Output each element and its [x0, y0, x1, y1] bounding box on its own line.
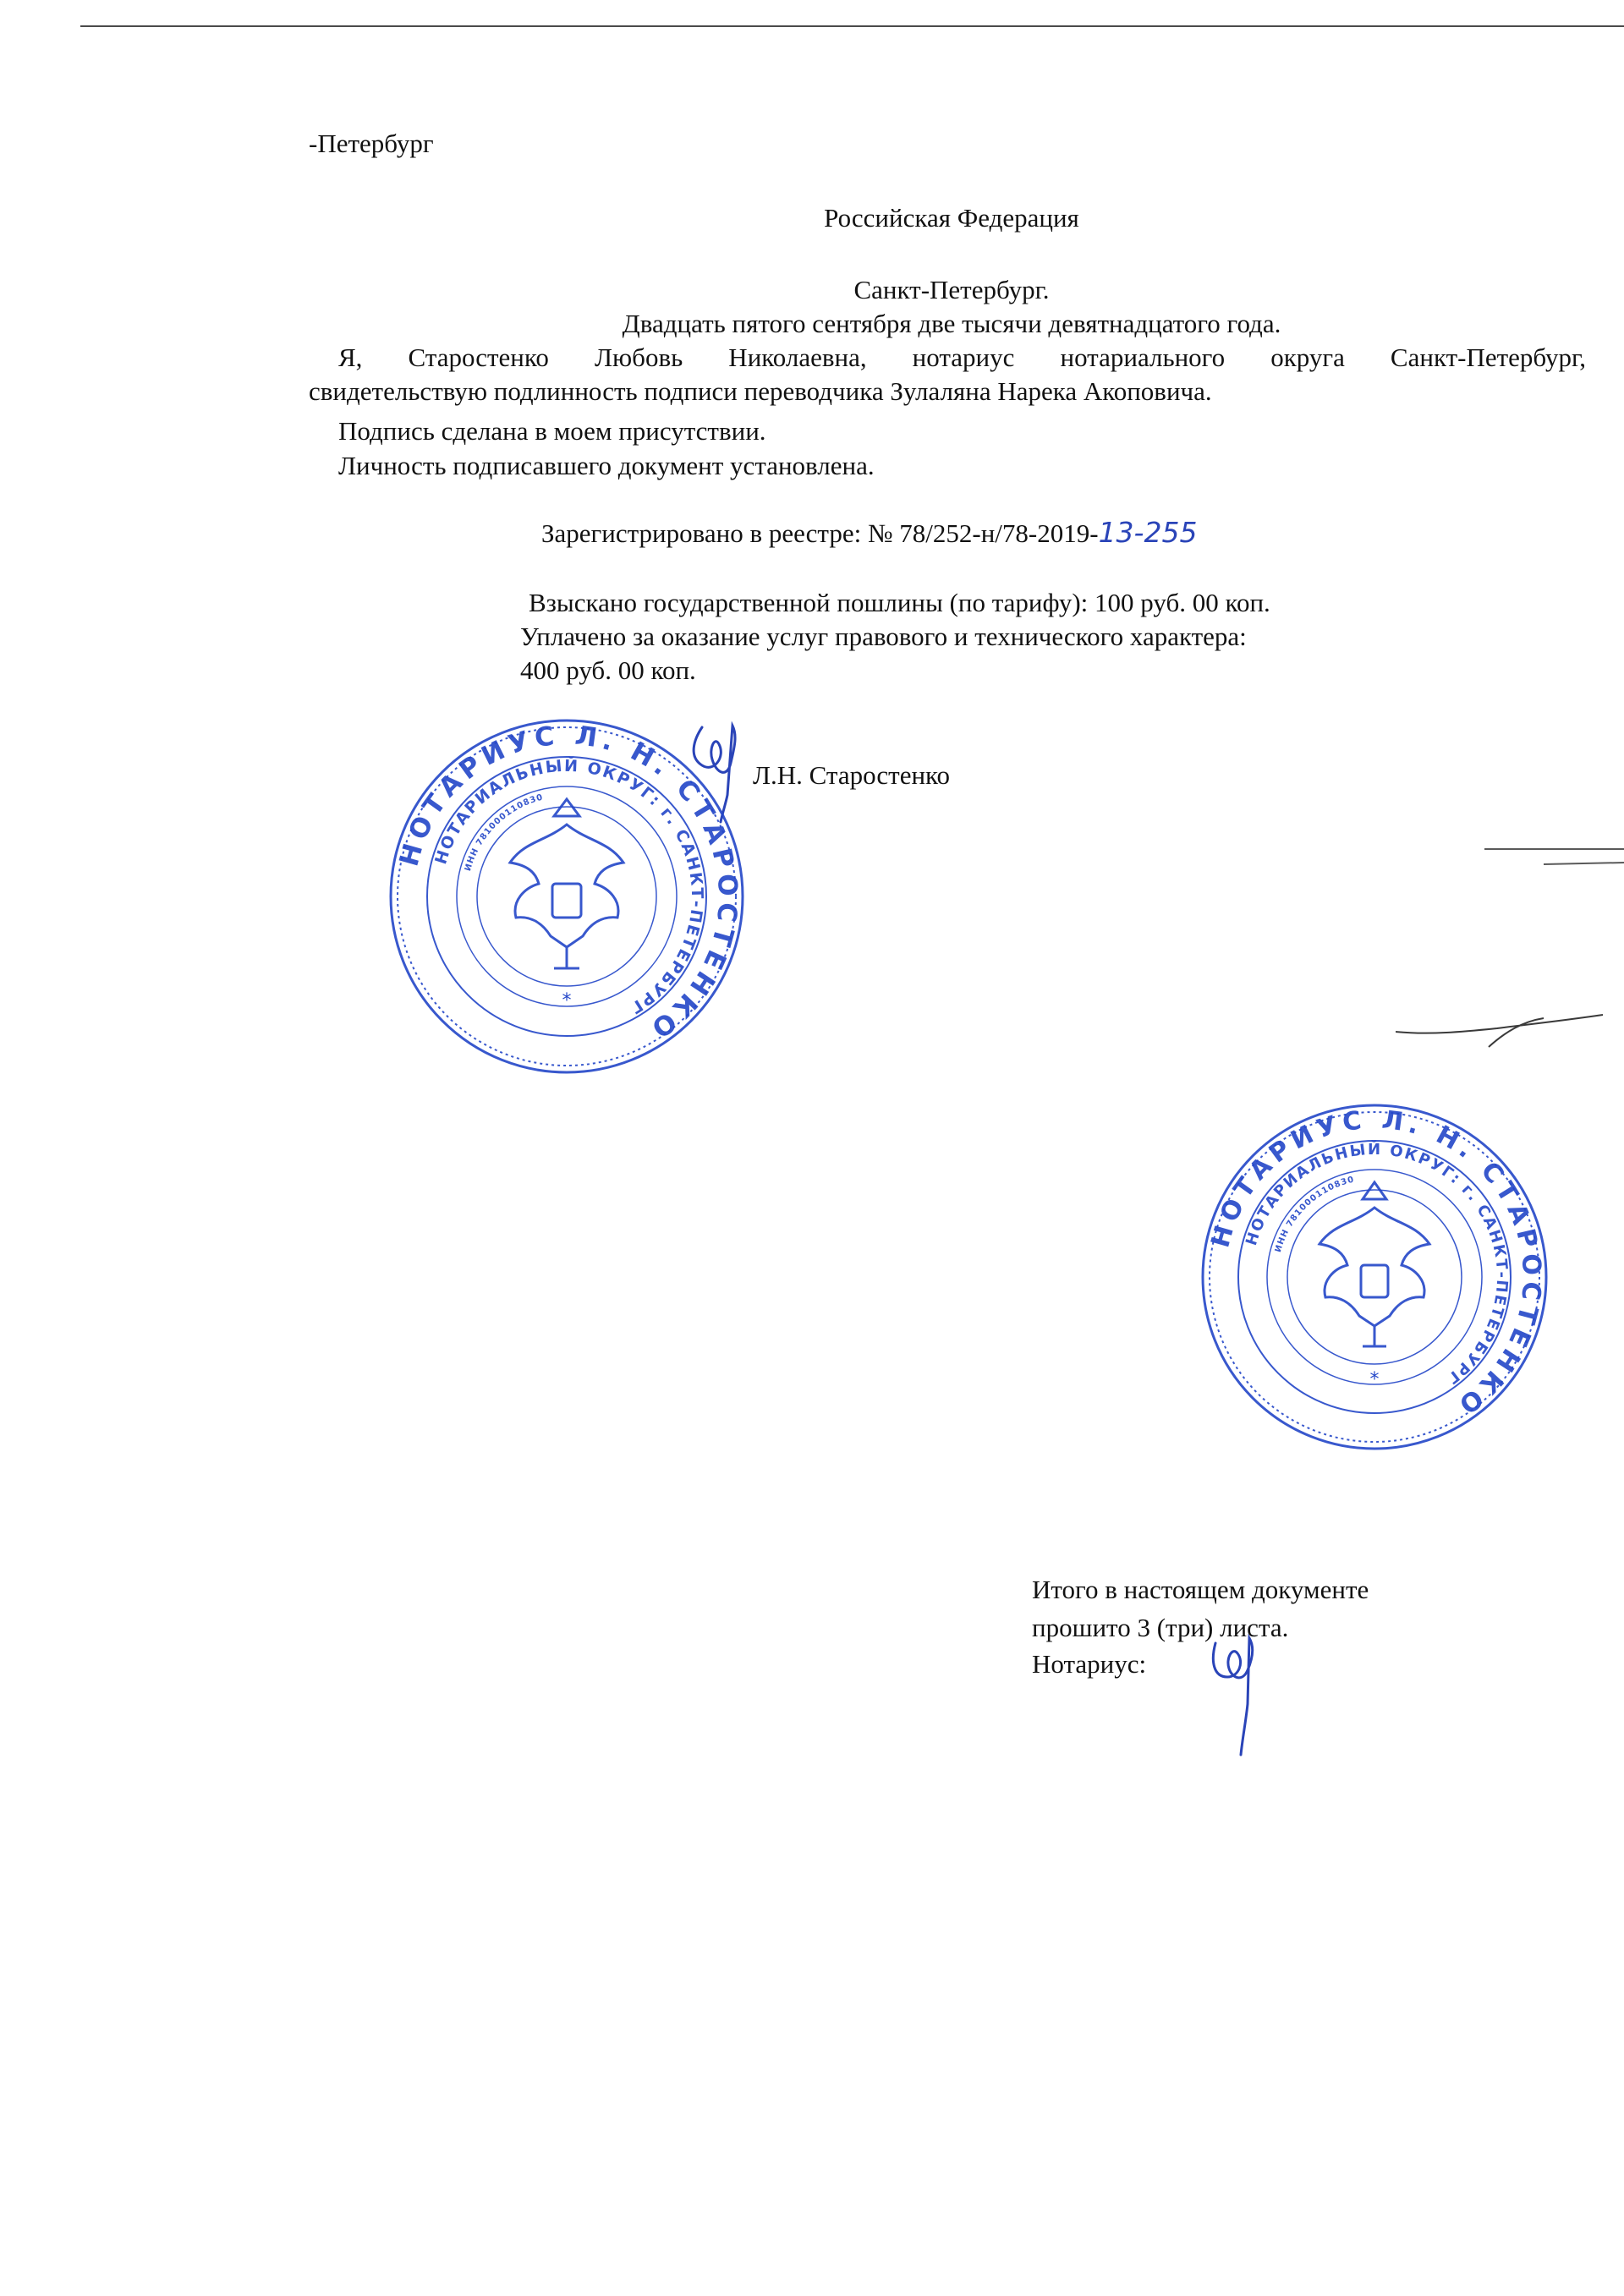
registry-label: Зарегистрировано в реестре: № 78/252-н/78-2019- [541, 518, 1099, 548]
certification-line-1: Я, Старостенко Любовь Николаевна, нотариус нотариального округа Санкт-Петербург, [338, 342, 1586, 372]
services-fee-line-1: Уплачено за оказание услуг правового и технического характера: [520, 622, 1247, 651]
identity-established: Личность подписавшего документ установлена. [338, 451, 875, 480]
scan-edge-scribble-right [1396, 1006, 1607, 1057]
notary-name: Л.Н. Старостенко [753, 760, 951, 790]
city-heading: Санкт-Петербург. [853, 275, 1050, 304]
state-fee-line: Взыскано государственной пошлины (по тарифу): 100 руб. 00 коп. [529, 588, 1270, 617]
summary-line-3: Нотариус: [1032, 1649, 1147, 1679]
scan-edge-line [80, 25, 1624, 27]
notary-seal-top [385, 715, 749, 1078]
country-heading: Российская Федерация [824, 203, 1079, 233]
certification-line-2: свидетельствую подлинность подписи переводчика Зулаляна Нарека Акоповича. [309, 376, 1212, 406]
svg-text:НОТАРИАЛЬНЫЙ ОКРУГ: г. САНКТ-П: НОТАРИАЛЬНЫЙ ОКРУГ: г. САНКТ-ПЕТЕРБУРГ [1243, 1140, 1512, 1389]
summary-line-2: прошито 3 (три) листа. [1032, 1613, 1289, 1642]
header-fragment: -Петербург [309, 129, 434, 158]
svg-text:НОТАРИАЛЬНЫЙ ОКРУГ: г. САНКТ-П: НОТАРИАЛЬНЫЙ ОКРУГ: г. САНКТ-ПЕТЕРБУРГ [431, 756, 707, 1018]
signature-mark-bottom [1205, 1628, 1273, 1759]
services-fee-line-2: 400 руб. 00 коп. [520, 655, 696, 685]
scan-edge-mark-right [1484, 846, 1624, 871]
registry-line [541, 516, 1197, 551]
svg-text:ИНН 781000110830: ИНН 781000110830 [1273, 1175, 1356, 1254]
svg-text:*: * [1369, 1369, 1380, 1390]
date-line: Двадцать пятого сентября две тысячи девятнадцатого года. [622, 309, 1281, 338]
signed-in-presence: Подпись сделана в моем присутствии. [338, 416, 766, 446]
svg-text:НОТАРИУС Л. Н. СТАРОСТЕНКО: НОТАРИУС Л. Н. СТАРОСТЕНКО [393, 720, 743, 1047]
registry-handwritten-number: 13-255 [1098, 516, 1198, 549]
svg-text:НОТАРИУС Л. Н. СТАРОСТЕНКО: НОТАРИУС Л. Н. СТАРОСТЕНКО [1205, 1104, 1547, 1422]
svg-text:*: * [562, 990, 572, 1011]
summary-line-1: Итого в настоящем документе [1032, 1575, 1369, 1604]
svg-text:ИНН 781000110830: ИНН 781000110830 [463, 792, 545, 873]
notary-seal-bottom [1197, 1099, 1552, 1455]
